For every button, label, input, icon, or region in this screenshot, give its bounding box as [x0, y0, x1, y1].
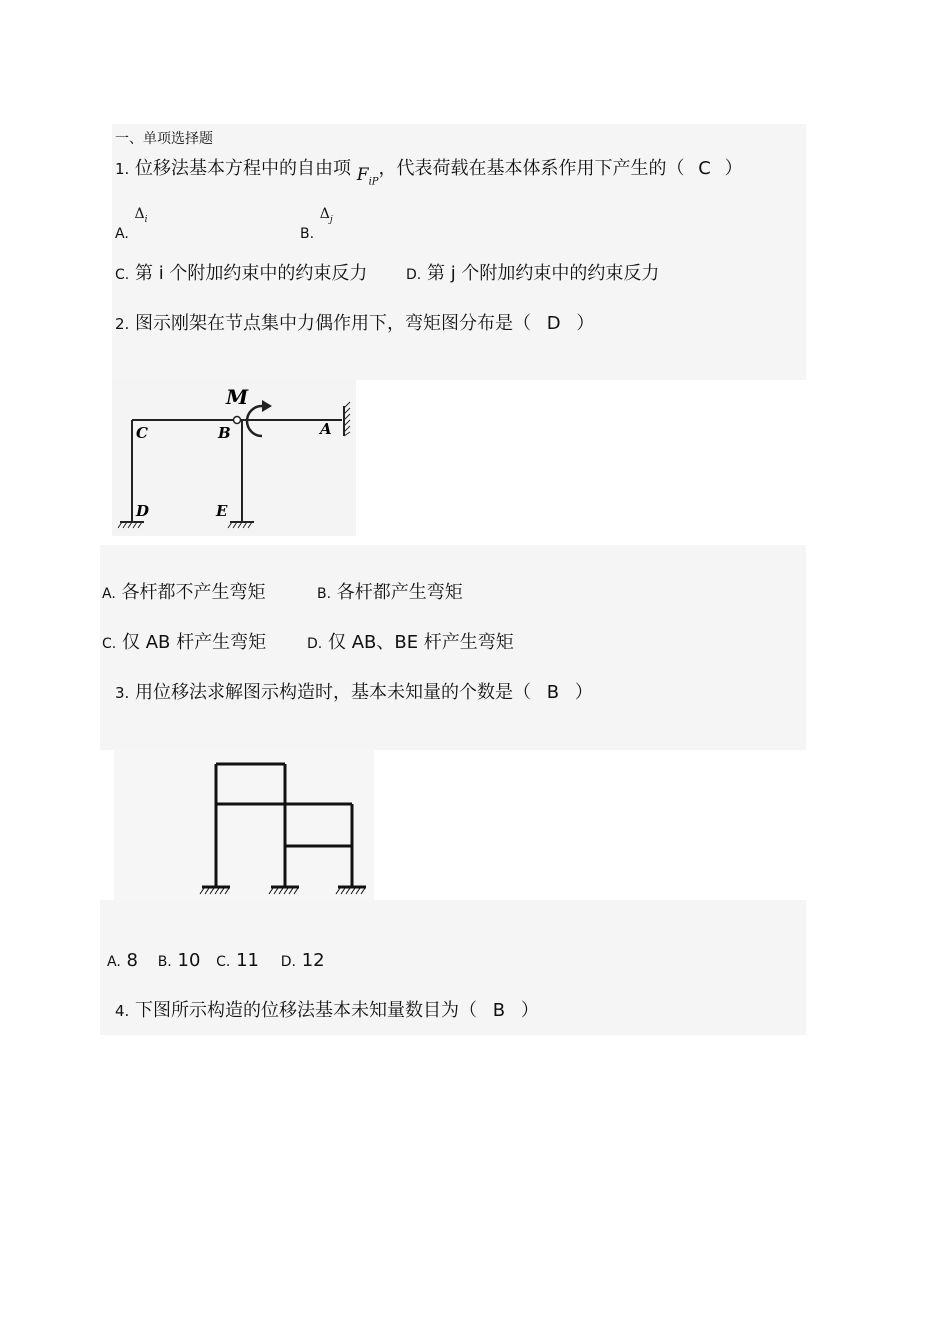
answer: B — [546, 682, 560, 703]
q1-option-b — [300, 206, 333, 242]
answer: C — [698, 158, 711, 179]
q2-option-d — [307, 632, 514, 655]
question-number: 4. — [115, 1002, 130, 1020]
option-text: 各杆都不产生弯矩 — [121, 582, 266, 603]
question-close: ） — [724, 158, 743, 179]
q2-option-c — [102, 632, 266, 655]
option-letter: D. — [307, 636, 323, 652]
question-text: 下图所示构造的位移法基本未知量数目为（ — [135, 1000, 478, 1021]
label-e: E — [216, 502, 228, 520]
hinge-b — [234, 417, 241, 424]
option-letter: A. — [102, 586, 116, 602]
q2-option-b — [317, 582, 463, 605]
figure-background — [114, 750, 374, 902]
question-text: 图示刚架在节点集中力偶作用下，弯矩图分布是（ — [135, 313, 532, 334]
label-a: A — [320, 420, 332, 438]
option-letter: B. — [317, 586, 332, 602]
question-1 — [115, 158, 743, 187]
section-title: 一、单项选择题 — [115, 131, 213, 147]
question-number: 1. — [115, 160, 130, 178]
label-d: D — [136, 502, 150, 520]
option-c-letter: C. — [216, 954, 231, 970]
option-b-value: 10 — [177, 950, 201, 971]
question-2 — [115, 313, 594, 335]
option-letter: B. — [300, 226, 315, 242]
question-close: ） — [520, 1000, 539, 1021]
option-c-value: 11 — [236, 950, 260, 971]
answer: D — [546, 313, 561, 334]
delta-j-symbol: Δj — [319, 206, 333, 225]
q2-option-a — [102, 582, 266, 605]
option-text: 各杆都产生弯矩 — [336, 582, 463, 603]
label-b: B — [218, 424, 231, 442]
option-text: 第 j 个附加约束中的约束反力 — [426, 263, 660, 284]
rigid-frame-figure — [112, 378, 356, 536]
delta-i-symbol: Δi — [134, 206, 148, 225]
question-text: 位移法基本方程中的自由项 — [135, 158, 352, 179]
multi-story-frame-figure — [114, 750, 374, 902]
content-background-mid — [112, 300, 806, 380]
question-3 — [115, 682, 593, 704]
q1-option-d — [406, 263, 659, 286]
q1-option-a — [115, 206, 148, 242]
question-number: 3. — [115, 684, 130, 702]
option-text: 仅 AB、BE 杆产生弯矩 — [327, 632, 514, 653]
option-d-letter: D. — [280, 954, 296, 970]
option-a-value: 8 — [126, 950, 138, 971]
label-c: C — [136, 424, 148, 442]
option-text: 第 i 个附加约束中的约束反力 — [134, 263, 368, 284]
answer: B — [492, 1000, 506, 1021]
q3-options — [107, 950, 325, 973]
symbol-f-ip: $F_{iP}$ — [356, 165, 379, 188]
option-letter: D. — [406, 267, 422, 283]
label-m: M — [226, 385, 249, 409]
option-a-letter: A. — [107, 954, 121, 970]
question-4 — [115, 1000, 539, 1022]
question-close: ） — [574, 682, 593, 703]
option-letter: C. — [102, 636, 117, 652]
option-d-value: 12 — [301, 950, 325, 971]
q1-option-c — [115, 263, 367, 286]
question-close: ） — [576, 313, 595, 334]
question-text-cont: ，代表荷载在基本体系作用下产生的（ — [378, 158, 685, 179]
option-text: 仅 AB 杆产生弯矩 — [121, 632, 267, 653]
option-b-letter: B. — [157, 954, 172, 970]
question-text: 用位移法求解图示构造时，基本未知量的个数是（ — [135, 682, 532, 703]
question-number: 2. — [115, 315, 130, 333]
option-letter: A. — [115, 226, 129, 242]
option-letter: C. — [115, 267, 130, 283]
